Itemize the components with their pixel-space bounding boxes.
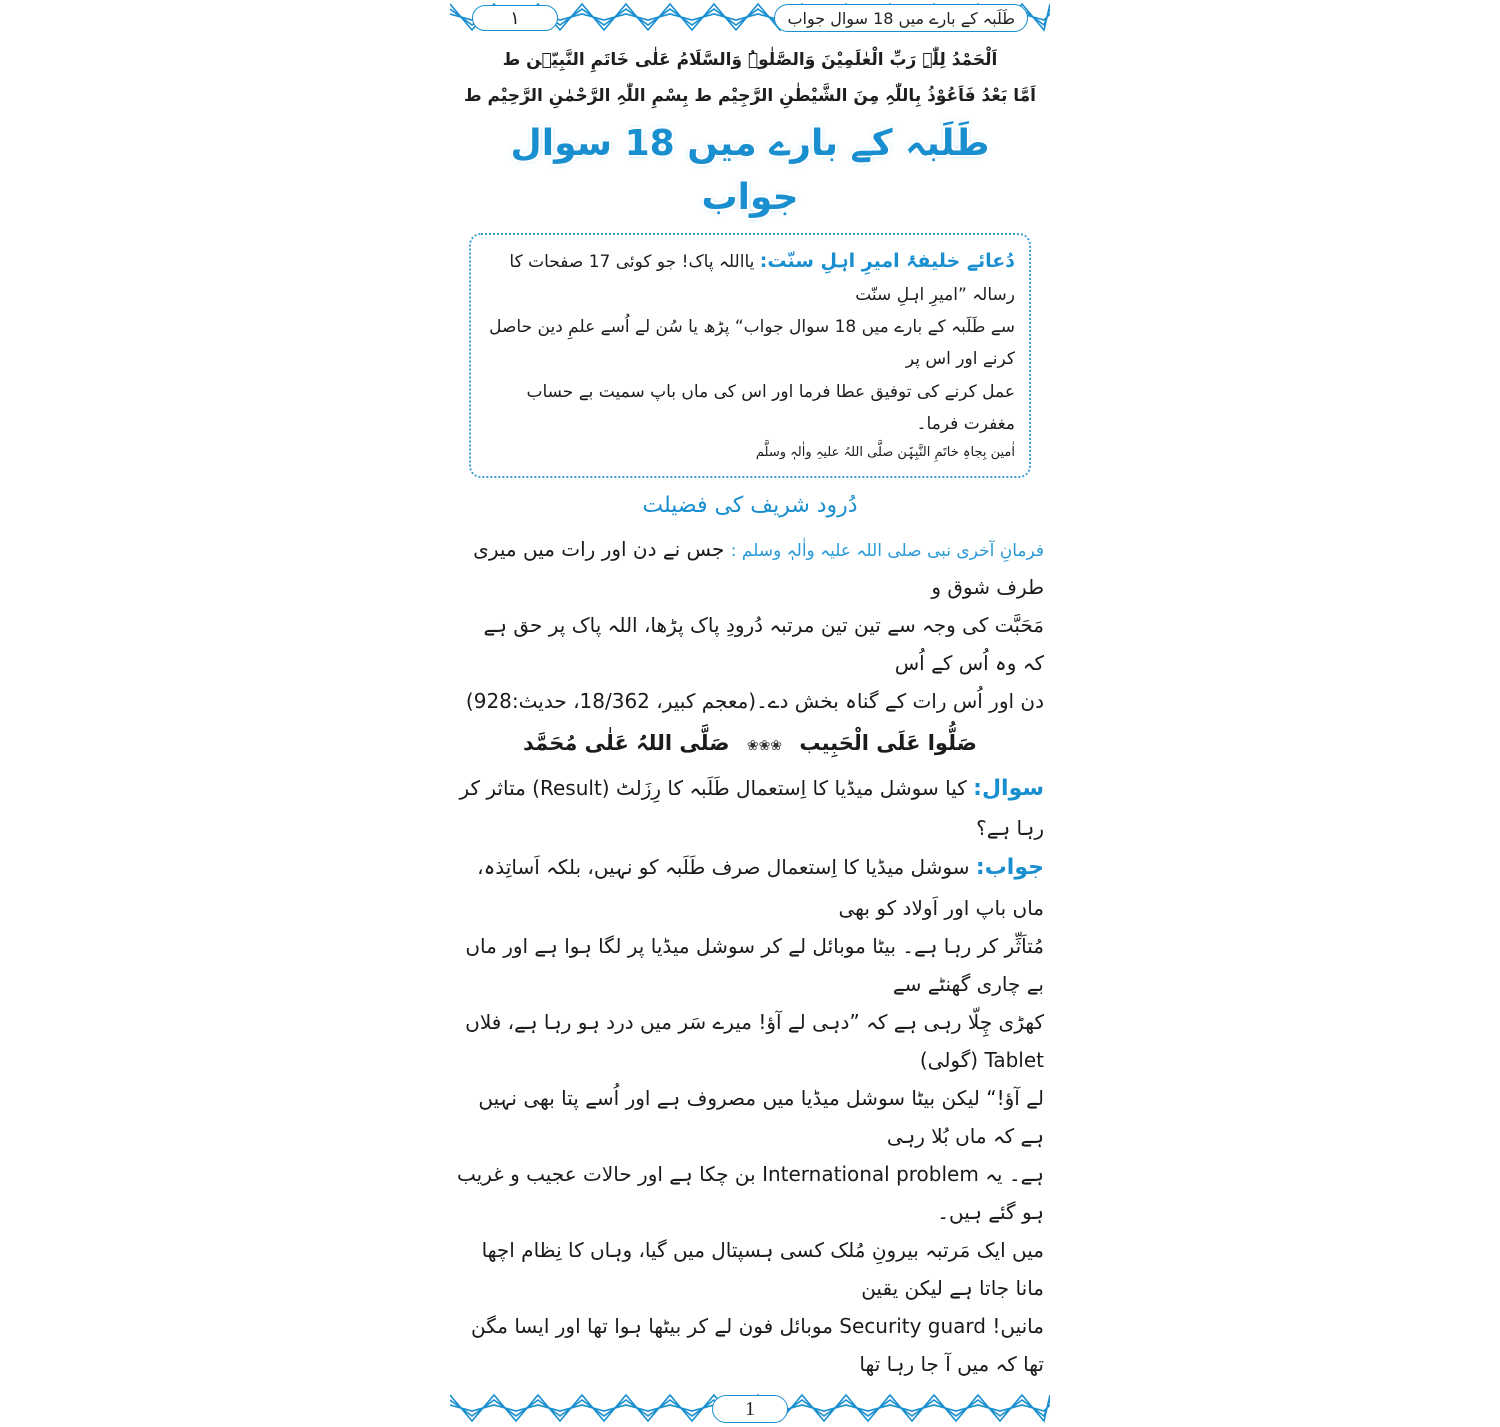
answer-label: جواب: [975, 855, 1044, 881]
answer-line-6: میں ایک مَرتبہ بیرونِ مُلک کسی ہسپتال میں گیا، وہاں کا نِظام اچھا مانا جاتا ہے لیکن یقین [481, 1238, 1044, 1301]
durood-left: صَلَّی اللہُ عَلٰی مُحَمَّد [523, 730, 730, 755]
opening-line-1: اَلْحَمْدُ لِلّٰہِ رَبِّ الْعٰلَمِیْنَ وَالصَّلٰوۃُ وَالسَّلَامُ عَلٰی خَاتَمِ النَّبِیّٖن ط [502, 50, 998, 70]
answer-line-2: مُتاَثِّر کر رہا ہے۔ بیٹا موبائل لے کر سوشل میڈیا پر لگا ہوا ہے اور ماں بے چاری گھنٹے سے [465, 934, 1044, 997]
document-page [450, 0, 1050, 1427]
dua-line-4: اٰمین بِجاہِ خاتَمِ النَّبِیّٖن صلَّی اللہُ علیہِ واٰلہٖ وسلَّم [755, 445, 1015, 461]
answer-line-1 [456, 847, 1044, 927]
durood-line [456, 724, 1044, 764]
answer-line-5: ہے۔ یہ International problem بن چکا ہے اور حالات عجیب و غریب ہو گئے ہیں۔ [457, 1162, 1044, 1225]
hadith-lead: فرمانِ آخری نبی صلی اللہ علیہ واٰلہٖ وسلم : [730, 540, 1044, 561]
dua-line-3: عمل کرنے کی توفیق عطا فرما اور اس کی ماں باپ سمیت بے حساب مغفرت فرما۔ [526, 381, 1015, 434]
header-running-title: طَلَبہ کے بارے میں 18 سوال جواب [774, 4, 1028, 32]
section-heading: دُرود شریف کی فضیلت [642, 493, 858, 519]
dua-box [469, 233, 1031, 479]
answer-line-4: لے آؤ!“ لیکن بیٹا سوشل میڈیا میں مصروف ہے اور اُسے پتا بھی نہیں ہے کہ ماں بُلا رہی [478, 1086, 1044, 1149]
footer-page-number: 1 [712, 1395, 788, 1423]
hadith-line-3: دن اور اُس رات کے گناہ بخش دے۔(معجم کبیر، 18/362، حدیث:928) [465, 688, 1044, 713]
page-title: طَلَبہ کے بارے میں 18 سوال جواب [510, 122, 990, 218]
hadith-line-1 [456, 530, 1044, 606]
opening-line-2: اَمَّا بَعْدُ فَاَعُوْذُ بِاللّٰہِ مِنَ الشَّیْطٰنِ الرَّجِیْم ط بِسْمِ اللّٰہِ الرَّحْمٰنِ الرَّحِیْم ط [463, 86, 1037, 107]
answer-text-1: سوشل میڈیا کا اِستعمال صرف طَلَبہ کو نہیں، بلکہ اَساتِذہ، ماں باپ اور اَولاد کو بھی [477, 855, 1044, 921]
question [456, 768, 1044, 848]
dua-text-1: یااللہ پاک! جو کوئی 17 صفحات کا رسالہ ”امیرِ اہلِ سنّت [509, 251, 1015, 305]
answer-line-7: مانیں! Security guard موبائل فون لے کر بیٹھا ہوا تھا اور ایسا مگن تھا کہ میں آ جا رہا تھا [471, 1314, 1044, 1377]
answer-line-3: کھڑی چِلّا رہی ہے کہ ”دہی لے آؤ! میرے سَر میں درد ہو رہا ہے، فلاں Tablet (گولی) [465, 1010, 1044, 1073]
dua-line-2: سے طَلَبہ کے بارے میں 18 سوال جواب“ پڑھ یا سُن لے اُسے علمِ دین حاصل کرنے اور اس پر [489, 316, 1015, 370]
dua-line-1 [485, 243, 1015, 311]
hadith-text-1: جس نے دن اور رات میں میری طرف شوق و [473, 536, 1044, 599]
flower-icon: ❀❀❀ [746, 737, 783, 754]
question-text: کیا سوشل میڈیا کا اِستعمال طَلَبہ کا رِزَلٹ (Result) متاثر کر رہا ہے؟ [459, 775, 1044, 841]
page-content [450, 36, 1050, 1391]
hadith-line-2: مَحَبَّت کی وجہ سے تین تین مرتبہ دُرودِ پاک پڑھا، اللہ پاک پر حق ہے کہ وہ اُس کے اُس [483, 612, 1044, 675]
header-page-number: ١ [472, 5, 558, 31]
footer-border [450, 1391, 1050, 1427]
durood-right: صَلُّوا عَلَی الْحَبِیب [799, 730, 977, 755]
dua-heading: دُعائے خلیفۂ امیرِ اہلِ سنّت: [759, 249, 1015, 272]
question-label: سوال: [973, 775, 1044, 801]
header-border [450, 0, 1050, 36]
